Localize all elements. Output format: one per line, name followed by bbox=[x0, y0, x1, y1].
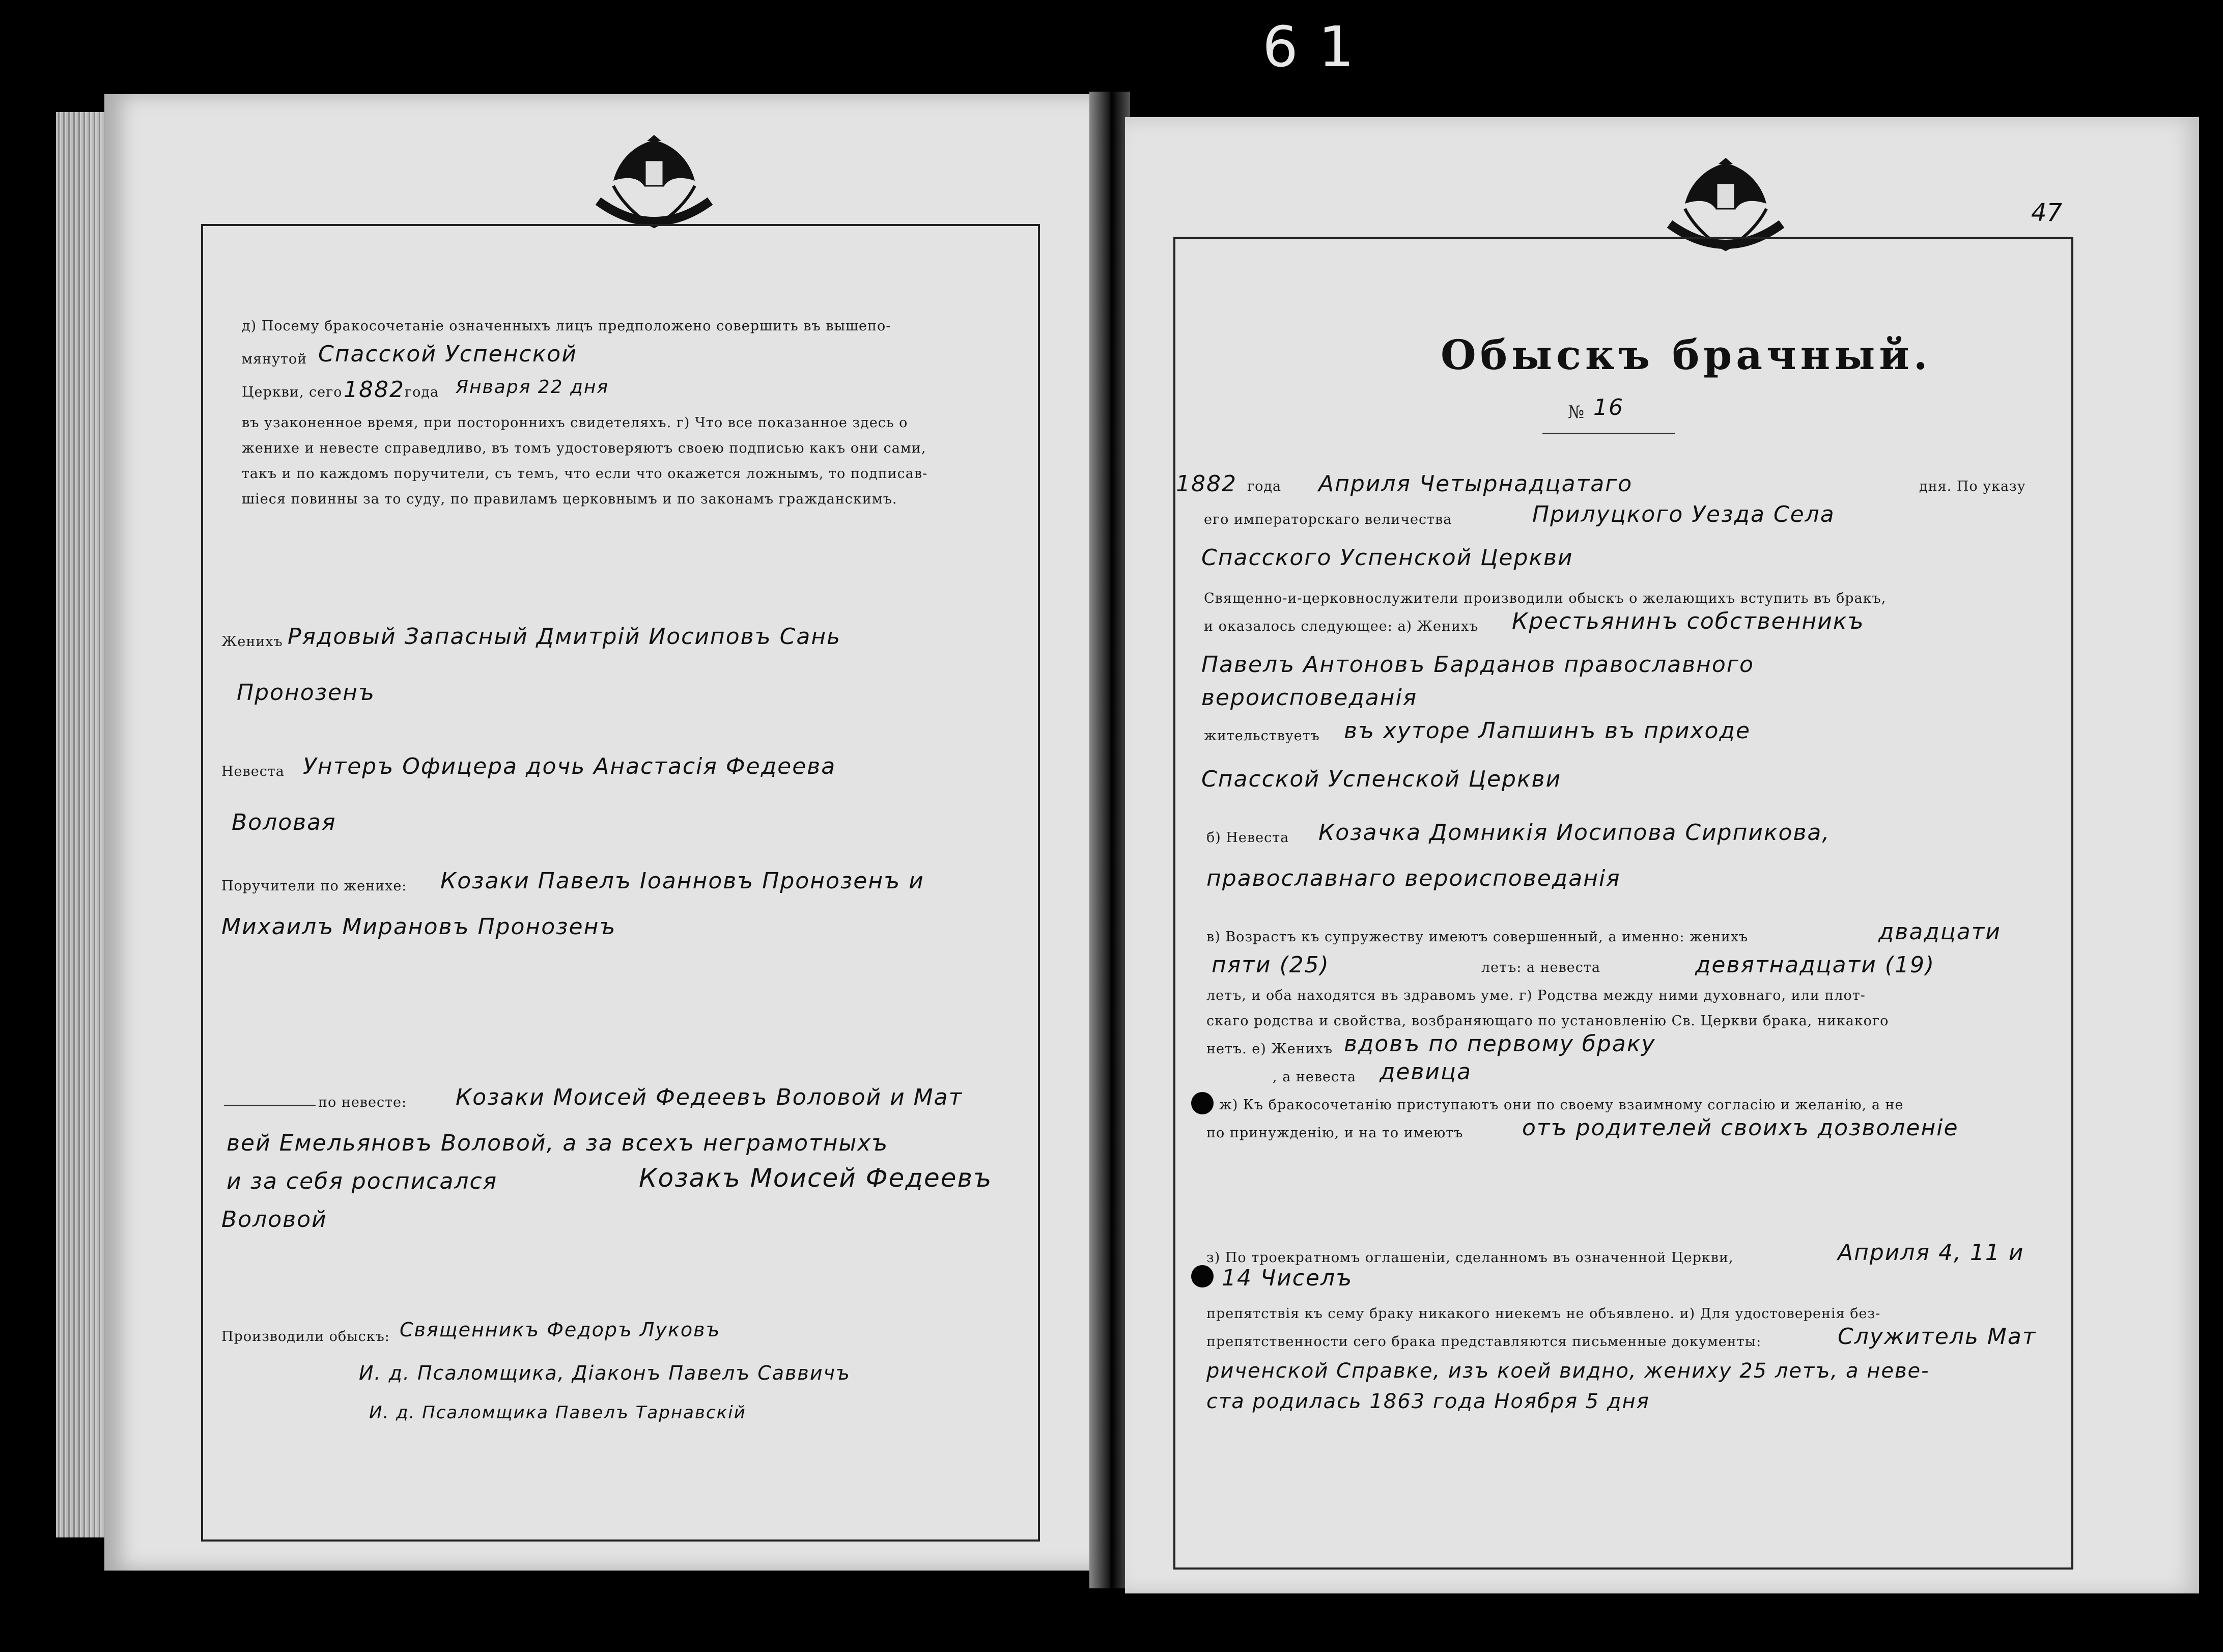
age-line-4: скаго родства и свойства, возбраняющаго по установленiю Св. Церкви брака, никакого bbox=[1206, 1013, 1889, 1029]
groom-handwritten-2: Пронозенъ bbox=[237, 680, 375, 706]
section-d-church-label: Церкви, сего bbox=[242, 384, 343, 400]
groom-label: Женихъ bbox=[221, 634, 283, 650]
year-label: года bbox=[405, 384, 439, 400]
bride-sureties-handwritten-1: Козаки Моисей Федеевъ Воловой и Мат bbox=[456, 1084, 963, 1110]
documents-handwritten-2: риченской Справке, изъ коей видно, жениху 25 летъ, а неве- bbox=[1206, 1359, 1930, 1383]
bride-handwritten-1: Унтеръ Офицера дочь Анастасiя Федеева bbox=[303, 753, 836, 779]
section-d-line-6: шiеся повинны за то суду, по правиламъ церковнымъ и по законамъ гражданскимъ. bbox=[242, 491, 897, 507]
investigators-label: Производили обыскъ: bbox=[221, 1329, 390, 1345]
consent-handwritten: отъ родителей своихъ дозволенiе bbox=[1522, 1115, 1959, 1141]
double-headed-eagle-emblem-icon bbox=[578, 125, 730, 232]
groom-sureties-handwritten-1: Козаки Павелъ Iоанновъ Пронозенъ и bbox=[440, 868, 924, 894]
groom-label-right: и оказалось следующее: а) Женихъ bbox=[1204, 619, 1479, 634]
consent-line-1: ж) Къ бракосочетанiю приступаютъ они по своему взаимному согласiю и желанiю, а не bbox=[1219, 1097, 1904, 1113]
date-handwritten: Января 22 дня bbox=[456, 377, 609, 398]
parish-handwritten: Спасского Успенской Церкви bbox=[1201, 545, 1573, 571]
groom-sureties-label: Поручители по женихе: bbox=[221, 878, 407, 894]
number-label: № bbox=[1568, 402, 1585, 423]
bride-sureties-handwritten-3: и за себя росписался bbox=[227, 1168, 498, 1194]
bride-handwritten-2: Воловая bbox=[232, 809, 336, 835]
residence-parish-handwritten: Спасской Успенской Церкви bbox=[1201, 766, 1562, 792]
marital-bride-label: , а невеста bbox=[1273, 1069, 1357, 1085]
residence-handwritten: въ хуторе Лапшинъ въ приходе bbox=[1344, 718, 1751, 744]
record-year: 1882 bbox=[1176, 471, 1237, 497]
blank-rule bbox=[224, 1105, 316, 1106]
residence-label: жительствуетъ bbox=[1204, 728, 1320, 744]
punch-hole-2 bbox=[1191, 1265, 1214, 1287]
clergy-line: Священно-и-церковнослужители производили обыскъ о желающихъ вступить въ бракъ, bbox=[1204, 591, 1887, 606]
church-name-handwritten: Спасской Успенской bbox=[318, 341, 577, 367]
groom-age-number-handwritten: пяти (25) bbox=[1212, 952, 1330, 978]
record-date-handwritten: Априля Четырнадцатаго bbox=[1318, 471, 1633, 497]
uezd-handwritten: Прилуцкого Уезда Села bbox=[1532, 501, 1835, 527]
groom-age-handwritten: двадцати bbox=[1878, 919, 2001, 945]
book-spine bbox=[1089, 92, 1130, 1588]
document-title: Обыскъ брачный. bbox=[1441, 331, 1932, 379]
documents-handwritten-1: Служитель Мат bbox=[1838, 1324, 2037, 1350]
groom-class-handwritten: Крестьянинъ собственникъ bbox=[1512, 608, 1865, 634]
imperial-majesty-label: его императорскаго величества bbox=[1204, 512, 1452, 527]
marital-groom-handwritten: вдовъ по первому браку bbox=[1344, 1031, 1656, 1057]
signature-moisei: Козакъ Моисей Федеевъ bbox=[639, 1163, 993, 1193]
impediments-line-1: препятствiя къ сему браку никакого ниекемъ не объявлено. и) Для удостоверенiя без- bbox=[1206, 1306, 1881, 1322]
bride-sureties-label: по невесте: bbox=[318, 1095, 407, 1110]
banns-dates-handwritten: Априля 4, 11 и bbox=[1838, 1240, 2024, 1266]
age-line-1: в) Возрастъ къ супружеству имеютъ совершенный, а именно: женихъ bbox=[1206, 929, 1749, 945]
bride-name-handwritten: Козачка Домникiя Иосипова Сирпикова, bbox=[1318, 820, 1831, 846]
record-number: 16 bbox=[1593, 395, 1624, 421]
bride-age-handwritten: девятнадцати (19) bbox=[1695, 952, 1935, 978]
punch-hole-1 bbox=[1191, 1092, 1214, 1114]
bride-label: Невеста bbox=[221, 764, 285, 779]
page-edges bbox=[56, 112, 112, 1537]
investigator-3: И. д. Псаломщика Павелъ Тарнавскiй bbox=[369, 1403, 746, 1423]
marital-bride-handwritten: девица bbox=[1380, 1059, 1472, 1085]
section-d-line-2-label: мянутой bbox=[242, 351, 307, 367]
documents-handwritten-3: ста родилась 1863 года Ноября 5 дня bbox=[1206, 1390, 1650, 1413]
bride-sureties-handwritten-2: вей Емельяновъ Воловой, а за всехъ неграмотныхъ bbox=[227, 1130, 889, 1156]
section-d-line-4: женихе и невесте справедливо, въ томъ удостоверяютъ своею подписью какъ они сами, bbox=[242, 440, 926, 456]
year-label-right: года bbox=[1247, 479, 1282, 494]
groom-handwritten-1: Рядовый Запасный Дмитрiй Иосиповъ Сань bbox=[288, 624, 841, 650]
investigator-1: Священникъ Федоръ Луковъ bbox=[400, 1319, 721, 1341]
banns-dates-handwritten-2: 14 Чиселъ bbox=[1222, 1265, 1353, 1291]
day-decree-label: дня. По указу bbox=[1919, 479, 2026, 494]
section-d-line-3: въ узаконенное время, при постороннихъ свидетеляхъ. г) Что все показанное здесь о bbox=[242, 415, 908, 431]
groom-religion-handwritten: вероисповеданiя bbox=[1201, 685, 1418, 711]
page-number: 47 bbox=[2031, 199, 2063, 227]
frame-number: 61 bbox=[1262, 14, 1374, 79]
age-line-3: летъ, и оба находятся въ здравомъ уме. г) Родства между ними духовнаго, или плот- bbox=[1206, 988, 1866, 1003]
section-d-line-1: д) Посему бракосочетанiе означенныхъ лицъ предположено совершить въ вышепо- bbox=[242, 318, 891, 334]
marital-groom-label: нетъ. е) Женихъ bbox=[1206, 1041, 1333, 1057]
title-ornament-rule bbox=[1542, 433, 1675, 434]
banns-line-1: з) По троекратномъ оглашенiи, сделанномъ въ означенной Церкви, bbox=[1206, 1250, 1734, 1266]
bride-sureties-handwritten-5: Воловой bbox=[221, 1207, 327, 1233]
right-page bbox=[1125, 117, 2199, 1593]
bride-religion-handwritten: православнаго вероисповеданiя bbox=[1206, 865, 1621, 891]
year-handwritten: 1882 bbox=[344, 377, 405, 403]
groom-sureties-handwritten-2: Михаилъ Мирановъ Пронозенъ bbox=[221, 914, 616, 940]
years-bride-label: летъ: а невеста bbox=[1481, 960, 1600, 975]
impediments-line-2: препятственности сего брака представляются письменные документы: bbox=[1206, 1334, 1762, 1350]
left-page bbox=[104, 94, 1102, 1571]
consent-line-2: по принужденiю, и на то имеютъ bbox=[1206, 1125, 1464, 1141]
investigator-2: И. д. Псаломщика, Діаконъ Павелъ Саввичъ bbox=[359, 1362, 851, 1384]
section-d-line-5: такъ и по каждомъ поручители, съ темъ, что если что окажется ложнымъ, то подписав- bbox=[242, 466, 928, 482]
bride-label-right: б) Невеста bbox=[1206, 830, 1289, 846]
groom-name-handwritten: Павелъ Антоновъ Барданов православного bbox=[1201, 652, 1754, 678]
